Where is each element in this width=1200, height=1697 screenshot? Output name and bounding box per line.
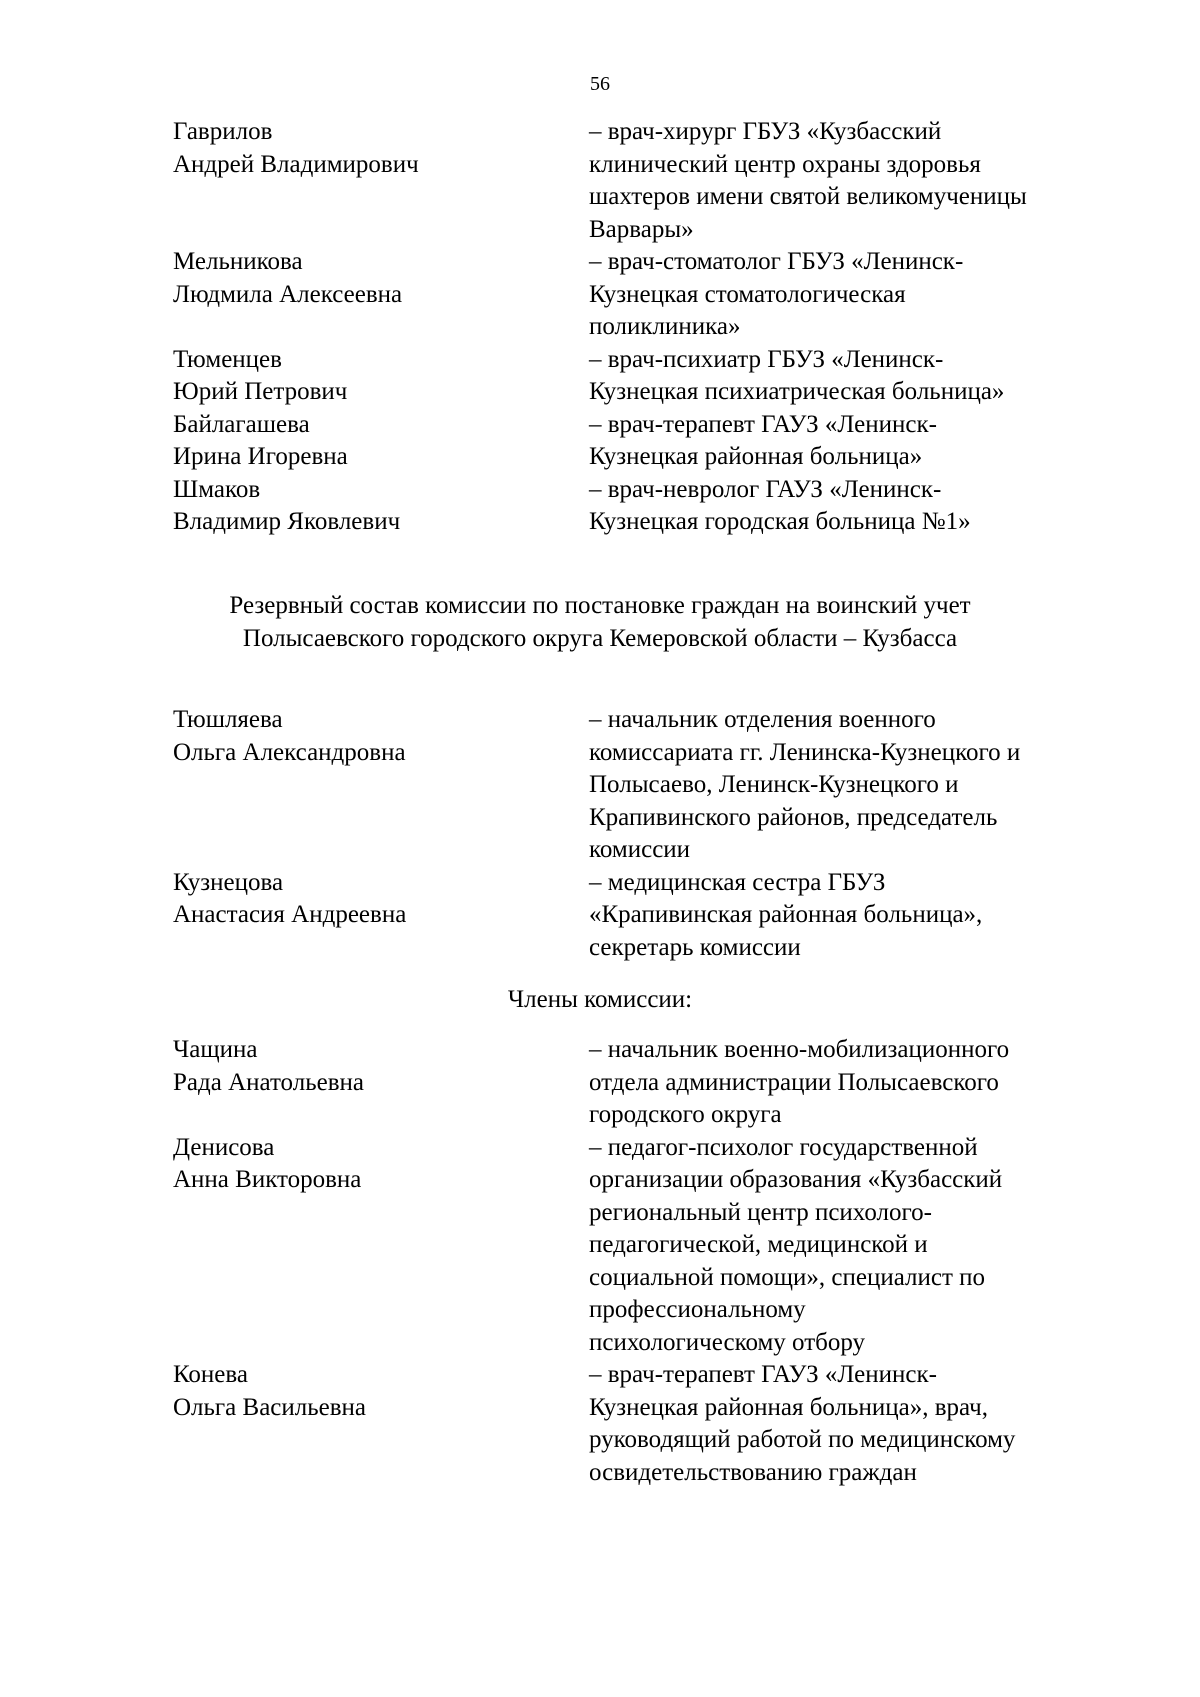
member-role: – врач-терапевт ГАУЗ «Ленинск- Кузнецкая районная больница»: [589, 410, 937, 470]
member-name: Кузнецова Анастасия Андреевна: [173, 868, 407, 928]
member-name: Байлагашева Ирина Игоревна: [173, 410, 348, 470]
page-number: 56: [590, 73, 610, 95]
list-item: [173, 704, 1103, 867]
list-item: [173, 409, 1103, 474]
member-name: Гаврилов Андрей Владимирович: [173, 118, 419, 178]
list-item: [173, 867, 1103, 965]
member-role: – врач-невролог ГАУЗ «Ленинск- Кузнецкая городская больница №1»: [589, 475, 971, 535]
member-name: Чащина Рада Анатольевна: [173, 1036, 364, 1096]
member-role: – начальник военно-мобилизационного отдела администрации Полысаевского городского округа: [589, 1036, 1010, 1128]
members-heading: Члены комиссии:: [507, 986, 693, 1013]
member-role: – врач-психиатр ГБУЗ «Ленинск- Кузнецкая психиатрическая больница»: [589, 345, 1005, 405]
list-item: [173, 1034, 1103, 1132]
reserve-leaders-list: [173, 704, 1103, 964]
member-name: Тюшляева Ольга Александровна: [173, 706, 406, 766]
member-role: – врач-хирург ГБУЗ «Кузбасский клинический центр охраны здоровья шахтеров имени святой великомученицы Варвары»: [589, 118, 1027, 243]
list-item: [173, 474, 1103, 539]
member-role: – врач-стоматолог ГБУЗ «Ленинск- Кузнецкая стоматологическая поликлиника»: [589, 248, 964, 340]
member-name: Мельникова Людмила Алексеевна: [173, 248, 403, 308]
list-item: [173, 116, 1103, 246]
list-item: [173, 1359, 1103, 1489]
list-item: [173, 246, 1103, 344]
member-role: – педагог-психолог государственной организации образования «Кузбасский региональный центр психолого- педагогической, медицинской и социальной помощи», специалист по профессиональному психологическому отбору: [589, 1133, 1003, 1356]
commission-list-top: [173, 116, 1103, 539]
member-name: Тюменцев Юрий Петрович: [173, 345, 348, 405]
list-item: [173, 1132, 1103, 1360]
reserve-members-list: [173, 1034, 1103, 1489]
reserve-composition-heading: Резервный состав комиссии по постановке граждан на воинский учет Полысаевского городского округа Кемеровской области – Кузбасса: [229, 592, 971, 652]
member-name: Шмаков Владимир Яковлевич: [173, 475, 401, 535]
member-name: Денисова Анна Викторовна: [173, 1133, 362, 1193]
member-role: – начальник отделения военного комиссариата гг. Ленинска-Кузнецкого и Полысаево, Ленинск-Кузнецкого и Крапивинского районов, председатель комиссии: [589, 706, 1021, 863]
member-role: – медицинская сестра ГБУЗ «Крапивинская районная больница», секретарь комиссии: [589, 868, 983, 961]
member-name: Конева Ольга Васильевна: [173, 1361, 367, 1421]
list-item: [173, 344, 1103, 409]
member-role: – врач-терапевт ГАУЗ «Ленинск- Кузнецкая районная больница», врач, руководящий работой по медицинскому освидетельствованию граждан: [589, 1361, 1016, 1486]
